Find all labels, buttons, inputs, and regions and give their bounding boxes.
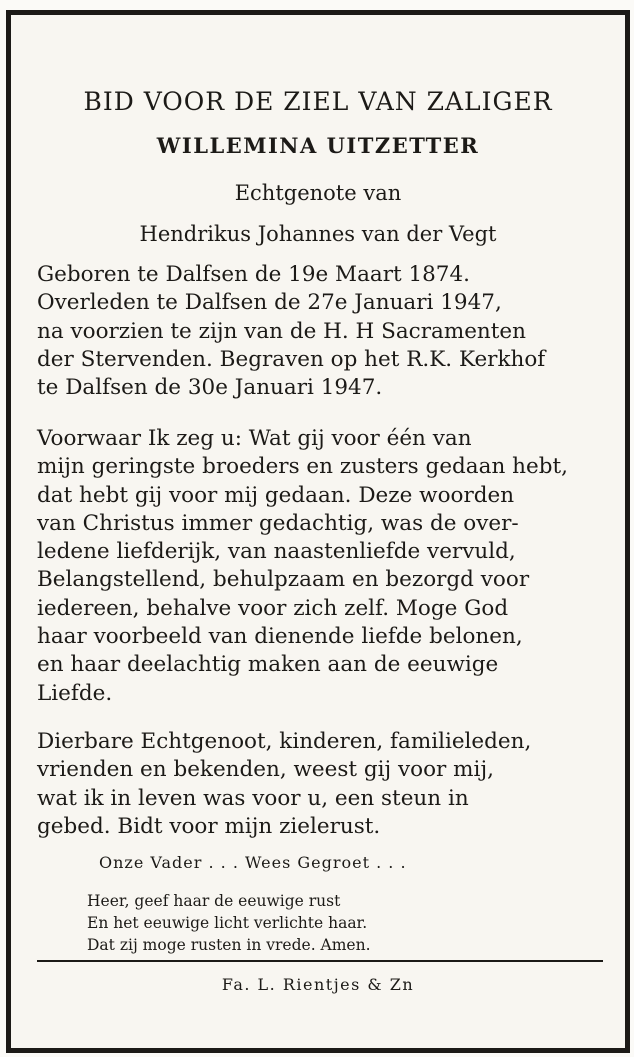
prayer-request-paragraph: Dierbare Echtgenoot, kinderen, familieleden, vrienden en bekenden, weest gij voor mij, wat ik in leven was voor u, een steun in gebed. Bidt voor mijn zielerust.	[37, 729, 532, 839]
eternal-rest-verse: Heer, geef haar de eeuwige rust En het eeuwige licht verlichte haar. Dat zij moge rusten in vrede. Amen.	[87, 892, 371, 954]
deceased-name: WILLEMINA UITZETTER	[156, 133, 480, 158]
relation-label: Echtgenote van	[234, 181, 402, 205]
prayer-line: Onze Vader . . . Wees Gegroet . . .	[99, 853, 407, 872]
eulogy-paragraph: Voorwaar Ik zeg u: Wat gij voor één van mijn geringste broeders en zusters gedaan hebt, dat hebt gij voor mij gedaan. Deze woorden van Christus immer gedachtig, was de over- ledene liefderijk, van naastenliefde vervuld, Belangstellend, behulpzaam en bezorgd voor iedereen, behalve voor zich zelf. Moge God haar voorbeeld van dienende liefde belonen, en haar deelachtig maken aan de eeuwige Liefde.	[37, 426, 568, 706]
prayer-heading: BID VOOR DE ZIEL VAN ZALIGER	[83, 87, 553, 116]
memorial-card	[6, 10, 630, 1053]
spouse-name: Hendrikus Johannes van der Vegt	[139, 222, 497, 246]
divider-line	[37, 960, 603, 962]
life-dates-paragraph: Geboren te Dalfsen de 19e Maart 1874. Overleden te Dalfsen de 27e Januari 1947, na voorzien te zijn van de H. H Sacramenten der Stervenden. Begraven op het R.K. Kerkhof te Dalfsen de 30e Januari 1947.	[37, 262, 546, 401]
printer-credit: Fa. L. Rientjes & Zn	[221, 975, 415, 994]
